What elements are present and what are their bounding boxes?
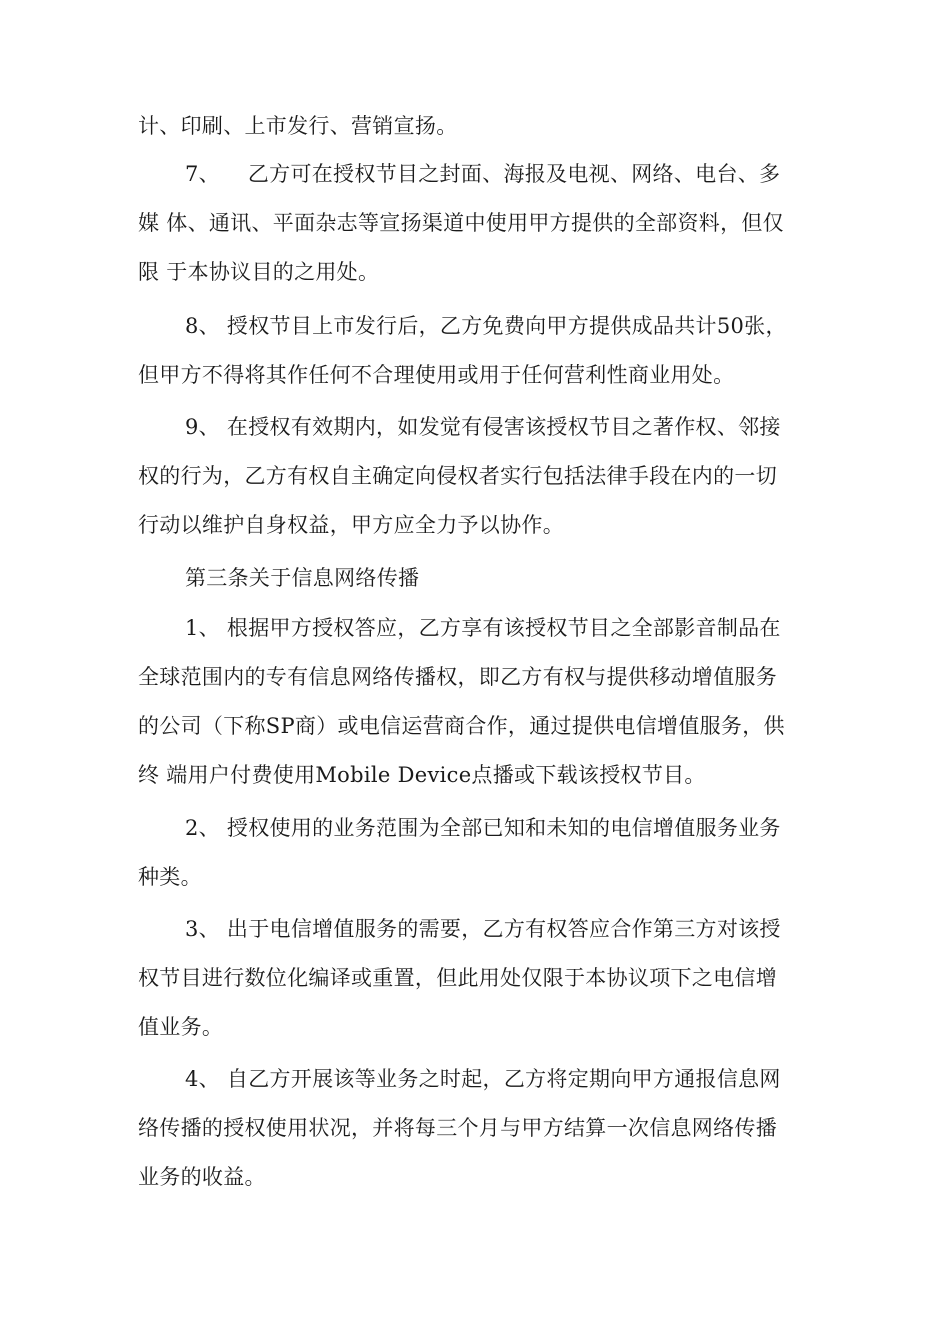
paragraph-line: 行动以维护自身权益，甲方应全力予以协作。 — [138, 513, 564, 537]
paragraph-line: 计、印刷、上市发行、营销宣扬。 — [138, 114, 458, 138]
paragraph-line: 业务的收益。 — [138, 1165, 266, 1189]
paragraph-line: 7、 乙方可在授权节目之封面、海报及电视、网络、电台、多 — [185, 162, 781, 186]
paragraph-line: 3、 出于电信增值服务的需要，乙方有权答应合作第三方对该授 — [185, 917, 781, 941]
paragraph-line: 种类。 — [138, 865, 202, 889]
paragraph-line: 1、 根据甲方授权答应，乙方享有该授权节目之全部影音制品在 — [185, 616, 781, 640]
paragraph-line: 络传播的授权使用状况，并将每三个月与甲方结算一次信息网络传播 — [138, 1116, 777, 1140]
section-heading: 第三条关于信息网络传播 — [185, 566, 420, 590]
paragraph-line: 的公司（下称SP商）或电信运营商合作，通过提供电信增值服务，供 — [138, 714, 785, 738]
paragraph-line: 值业务。 — [138, 1015, 224, 1039]
paragraph-line: 但甲方不得将其作任何不合理使用或用于任何营利性商业用处。 — [138, 363, 735, 387]
paragraph-line: 9、 在授权有效期内，如发觉有侵害该授权节目之著作权、邻接 — [185, 415, 781, 439]
paragraph-line: 2、 授权使用的业务范围为全部已知和未知的电信增值服务业务 — [185, 816, 781, 840]
paragraph-line: 8、 授权节目上市发行后，乙方免费向甲方提供成品共计50张， — [185, 314, 787, 338]
paragraph-line: 4、 自乙方开展该等业务之时起，乙方将定期向甲方通报信息网 — [185, 1067, 781, 1091]
paragraph-line: 终 端用户付费使用Mobile Device点播或下载该授权节目。 — [138, 763, 706, 787]
paragraph-line: 权的行为，乙方有权自主确定向侵权者实行包括法律手段在内的一切 — [138, 464, 777, 488]
paragraph-line: 权节目进行数位化编译或重置，但此用处仅限于本协议项下之电信增 — [138, 966, 777, 990]
paragraph-line: 媒 体、通讯、平面杂志等宣扬渠道中使用甲方提供的全部资料，但仅 — [138, 211, 784, 235]
paragraph-line: 限 于本协议目的之用处。 — [138, 260, 380, 284]
paragraph-line: 全球范围内的专有信息网络传播权，即乙方有权与提供移动增值服务 — [138, 665, 777, 689]
